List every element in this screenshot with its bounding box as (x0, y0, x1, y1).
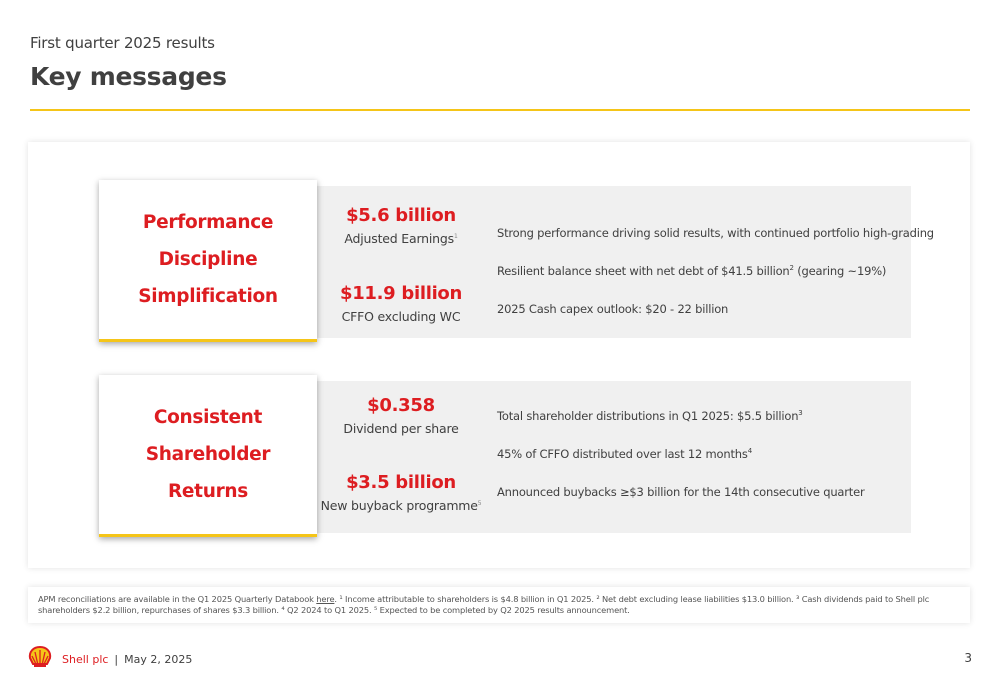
metric-cffo (316, 283, 486, 324)
footnote-ref: 1 (453, 232, 458, 240)
theme-line: Returns (167, 481, 248, 502)
point-item: Resilient balance sheet with net debt of $41.5 billion$^2$ (gearing ~19%) (497, 264, 887, 278)
theme-line: Performance (142, 212, 274, 233)
metric-label: CFFO excluding WC (341, 309, 461, 324)
theme-line: Consistent (153, 407, 263, 428)
footer-separator: | (114, 652, 119, 666)
point-item: Total shareholder distributions in Q1 2025: $5.5 billion$^3$ (497, 409, 803, 423)
point-item: Announced buybacks ≥$3 billion for the 14th consecutive quarter (497, 485, 865, 499)
point-item: Strong performance driving solid results, with continued portfolio high-grading (497, 226, 934, 240)
theme-box-shareholder-returns (99, 375, 317, 537)
footnote-ref: 4 (747, 447, 752, 456)
page-title: Key messages (30, 62, 227, 91)
footnote-box (28, 587, 970, 623)
page-subtitle: First quarter 2025 results (30, 34, 215, 52)
databook-link[interactable]: here (316, 594, 335, 604)
metric-label: New buyback programme$^5$ (320, 498, 482, 513)
footnote-ref: 2 (789, 264, 794, 273)
company-name: Shell plc (62, 652, 109, 666)
metric-value: $0.358 (367, 395, 435, 416)
footer-date: May 2, 2025 (124, 652, 193, 666)
metric-value: $11.9 billion (339, 283, 463, 304)
theme-box-performance (99, 180, 317, 342)
page-number: 3 (964, 651, 972, 665)
metric-value: $5.6 billion (346, 205, 456, 226)
footnote-ref: 5 (477, 499, 482, 507)
section-1-points (497, 226, 934, 340)
metric-buyback (316, 472, 486, 513)
title-divider (30, 109, 970, 111)
footnote-ref: 3 (798, 409, 803, 418)
theme-line: Shareholder (145, 444, 271, 465)
section-2-points (497, 409, 865, 523)
theme-line: Discipline (158, 249, 258, 270)
shell-pecten-logo-icon (28, 646, 52, 672)
footnote-text: . ¹ Income attributable to shareholders is $4.8 billion in Q1 2025. ² Net debt excluding lease liabilities $13.0 billion. ³ Cash dividends paid to Shell plc shareholders $2.2 billion, repurchases of shares $3.3 billion. ⁴ Q2 2024 to Q1 2025. ⁵ Expected to be completed by Q2 2025 results announcement. (38, 594, 930, 615)
metric-label: Dividend per share (343, 421, 459, 436)
footer (28, 647, 192, 671)
metric-value: $3.5 billion (346, 472, 456, 493)
metric-adjusted-earnings (316, 205, 486, 246)
point-item: 45% of CFFO distributed over last 12 months$^4$ (497, 447, 752, 461)
point-item: 2025 Cash capex outlook: $20 - 22 billion (497, 302, 729, 316)
metric-dividend (316, 395, 486, 436)
theme-line: Simplification (138, 286, 278, 307)
footnote-text: APM reconciliations are available in the Q1 2025 Quarterly Databook (38, 594, 317, 604)
metric-label: Adjusted Earnings$^1$ (344, 231, 458, 246)
